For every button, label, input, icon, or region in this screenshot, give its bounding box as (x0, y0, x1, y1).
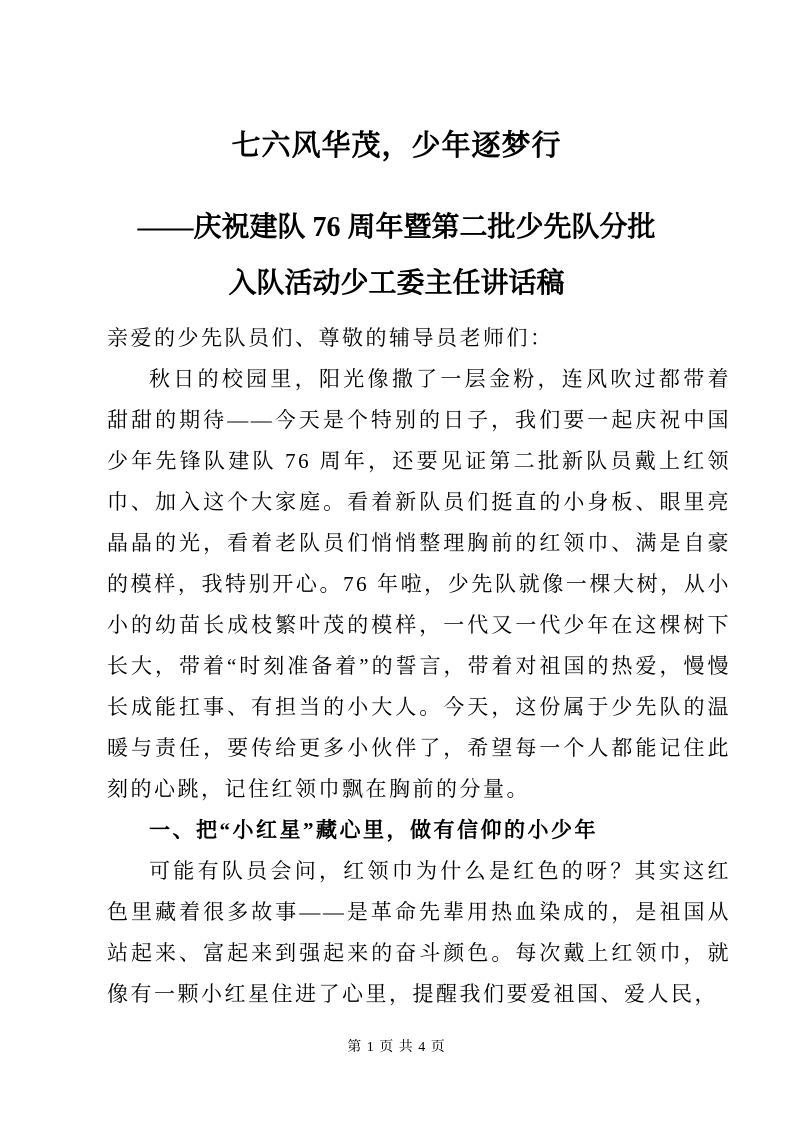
page-footer: 第 1 页 共 4 页 (347, 1040, 446, 1055)
paragraph-1: 秋日的校园里，阳光像撒了一层金粉，连风吹过都带着甜甜的期待——今天是个特别的日子，我们要一起庆祝中国少年先锋队建队 76 周年，还要见证第二批新队员戴上红领巾、加入这个大家庭。看着新队员们挺直的小身板、眼里亮晶晶的光，看着老队员们悄悄整理胸前的红领巾、满是自豪的模样，我特别开心。76 年啦，少先队就像一棵大树，从小小的幼苗长成枝繁叶茂的模样，一代又一代少年在这棵树下长大，带着“时刻准备着”的誓言，带着对祖国的热爱，慢慢长成能扛事、有担当的小大人。今天，这份属于少先队的温暖与责任，要传给更多小伙伴了，希望每一个人都能记住此刻的心跳，记住红领巾飘在胸前的分量。 (107, 367, 731, 801)
section-heading: 一、把“小红星”藏心里，做有信仰的小少年 (149, 818, 598, 842)
document-subtitle-line-1: ——庆祝建队 76 周年暨第二批少先队分批 (137, 212, 656, 243)
document-subtitle (0, 200, 793, 312)
document-title: 七六风华茂，少年逐梦行 (231, 130, 562, 162)
document-body (107, 318, 731, 1015)
paragraph-2: 可能有队员会问，红领巾为什么是红色的呀？其实这红色里藏着很多故事——是革命先辈用热血染成的，是祖国从站起来、富起来到强起来的奋斗颜色。每次戴上红领巾，就像有一颗小红星住进了心里，提醒我们要爱祖国、爱人民， (107, 859, 731, 1006)
document-subtitle-line-2: 入队活动少工委主任讲话稿 (228, 268, 565, 299)
salutation: 亲爱的少先队员们、尊敬的辅导员老师们： (107, 326, 554, 350)
